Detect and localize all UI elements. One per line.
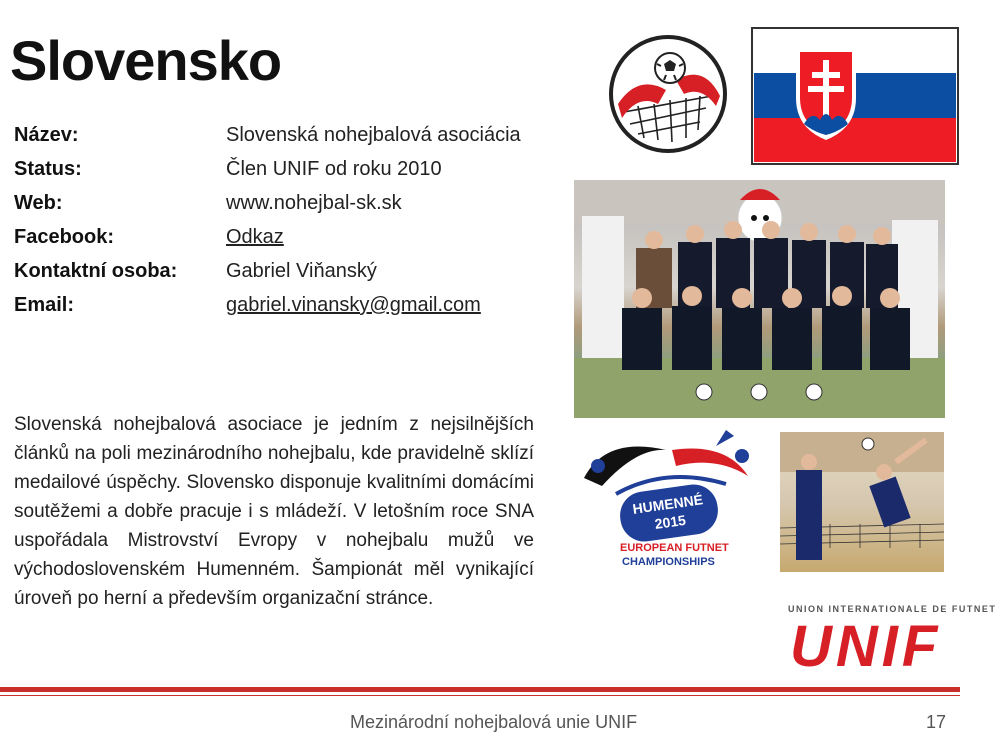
info-row-contact: [14, 254, 521, 288]
info-row-name: [14, 118, 521, 152]
badge-year: 2015: [653, 511, 687, 533]
description-paragraph: Slovenská nohejbalová asociace je jedním z nejsilnějších článků na poli mezinárodního nohejbalu, kde pravidelně sklízí medailové úspěchy. Slovensko disponuje kvalitními domácími soutěžemi a dobře pracuje i s mládeží. V letošním roce SNA uspořádala Mistrovství Evropy v nohejbalu mužů ve východoslovenském Humenném. Šampionát měl vynikající úroveň po herní a především organizační stránce.: [14, 414, 534, 609]
action-photo: [780, 432, 944, 572]
info-value: Gabriel Viňanský: [226, 260, 377, 282]
info-label: Web:: [14, 192, 63, 214]
facebook-link[interactable]: Odkaz: [226, 226, 284, 248]
info-row-status: [14, 152, 521, 186]
championship-title-line1: EUROPEAN FUTNET: [620, 542, 729, 554]
info-label: Status:: [14, 158, 82, 180]
unif-letters: UNIF: [790, 614, 942, 679]
team-photo: [574, 180, 945, 418]
email-link[interactable]: gabriel.vinansky@gmail.com: [226, 294, 481, 316]
info-label: Název:: [14, 124, 79, 146]
footer-text: Mezinárodní nohejbalová unie UNIF: [350, 712, 638, 732]
action-photo-scene: [780, 432, 944, 572]
info-label: Email:: [14, 294, 75, 316]
championship-title-line2: CHAMPIONSHIPS: [622, 556, 715, 568]
info-value: Člen UNIF od roku 2010: [226, 158, 442, 180]
unif-tagline: UNION INTERNATIONALE DE FUTNET: [788, 604, 996, 614]
page-number: 17: [926, 712, 947, 732]
info-row-email: [14, 288, 521, 322]
association-logo: [608, 34, 728, 154]
badge-city: HUMENNÉ: [631, 491, 704, 517]
info-value: Slovenská nohejbalová asociácia: [226, 124, 521, 146]
team-photo-scene: [574, 180, 945, 418]
info-label: Kontaktní osoba:: [14, 260, 178, 282]
slovak-flag: [752, 28, 958, 164]
web-link[interactable]: www.nohejbal-sk.sk: [226, 192, 402, 214]
info-table: [14, 118, 521, 322]
footer-divider-thick: [0, 687, 960, 692]
championship-logo: [576, 426, 756, 572]
info-row-web: [14, 186, 521, 220]
footer-divider-thin: [0, 695, 960, 696]
unif-logo: [788, 604, 996, 684]
info-row-facebook: [14, 220, 521, 254]
info-label: Facebook:: [14, 226, 115, 248]
page-title: Slovensko: [10, 29, 282, 92]
